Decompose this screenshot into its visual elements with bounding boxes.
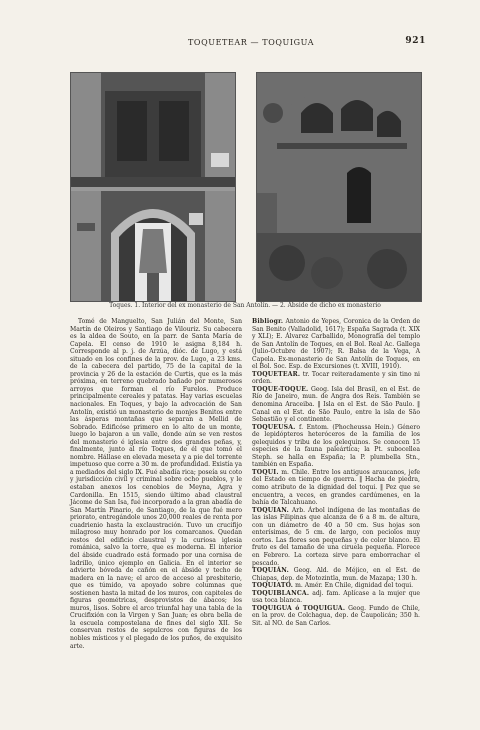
entry-text: Antonio de Yepes, Coronica de la Orden de San Benito (Valladolid, 1617); España Sagrada (t. XIX y XLI); E. Álvarez Carballido, Monografía del templo de San Antolín de Toques, en el Bol. Real Ac. Gallega (Julio-Octubre de 1907); R. Balsa de la Vega, A Capela. Ex-monasterio de San Antolín de Toques, en el Bol. Soc. Esp. de Excursiones (t. XVIII, 1910). [252, 318, 421, 371]
page-number: 921 [405, 36, 426, 46]
entry-text: Arb. Árbol indígena de las montañas de las islas Filipinas que alcanza de 6 a 8 m. de altura, con un diámetro de 40 a 50 cm. Sus hojas son enterísimas, de 5 cm. de largo, con peciolos muy cortos. Las flores son pequeñas y de color blanco. El fruto es del tamaño de una ciruela pequeña. Florece en Febrero. La corteza sirve para emborrachar el pescado. [252, 506, 420, 567]
entry-headword: TOQUE-TOQUE. [252, 385, 309, 393]
entry-headword: TOQUIATO. [252, 582, 294, 590]
dictionary-entry [252, 582, 420, 590]
toques-article-text: Tomé de Manguelto, San Julián del Monte, San Martín de Oleiros y Santiago de Vilouriz. Su cabecera es la aldea de Souto, en la parr. de Santa María de Capela. El censo de 1910 le asigna 8,184 h. Corresponde al p. j. de Arzúa, dióc. de Lugo, y está situado en los confines de la prov. de Lugo, a 23 kms. de la cabecera del partido, 75 de la capital de la provincia y 26 de la estación de Curtis, que es la más próxima, en terreno quebrado bañado por numerosos arroyos que forman el río Furelos. Produce principalmente cereales y patatas. Hay varias escuelas nacionales. En Toques, y bajo la advocación de San Antolín, existió un monasterio de monjes Benitos entre las ásperas montañas que separan a Mellid de Sobrado. Edificóse primero en lo alto de un monte, luego lo bajaron a un valle, donde aún se ven restos del monasterio é iglesia entre dos grandes peñas, y, finalmente, junto al río Toques, de él que tomó el nombre. Hállase en elevada meseta y a pie del torrente impetuoso que corre a 30 m. de profundidad. Existía ya a mediados del siglo IX. Fué abadía rica; poseía su coto y jurisdicción civil y criminal sobre ocho pueblos, y le estaban anexos los cenobios de Meyna, Agra y Cardonilla. En 1515, siendo último abad claustral Jácome de San Isa, fué incorporado a la gran abadía de San Martín Pinario, de Santiago, de la que fué mero priorato, entregándole unos 20,000 reales de renta por cuadrienio hasta la exclaustración. Tuvo un crucifijo milagroso muy honrado por los comarcanos. Quedan restos del edificio claustral y la curiosa iglesia románica, salvo la torre, que es moderna. El interior del ábside cuadrado está formado por una cornisa de ladrillo, único ejemplo en Galicia. En el interior se advierte bóveda de cañón en el ábside y techo de madera en la nave; el arco de acceso al presbiterio, que es túmido, va apoyado sobre columnas que sostienen hasta la mitad de los muros, con capiteles de figuras geométricas, desprovistos de ábacos; los muros, lisos. Sobre el arco triunfal hay una tabla de la Crucifixión con la Virgen y San Juan; es obra bella de la escuela compostelana de fines del siglo XII. Se conservan restos de sepulcros con figuras de los nobles místicos y el plegado de los puños, de exquisito arte. [70, 318, 242, 650]
entry-text: adj. fam. Aplícase a la mujer que usa toca blanca. [252, 589, 421, 605]
entry-headword: TOQUIÁN. [252, 567, 289, 575]
entry-text: m. Amér. En Chile, dignidad del toqui. [295, 582, 414, 590]
entry-headword: TOQUETEAR. [252, 370, 301, 378]
dictionary-entry [252, 605, 420, 628]
entry-text: Geog. Fundo de Chile, en la prov. de Colchagua, dep. de Caupolicán; 350 h. Sit. al NO. de San Carlos. [252, 604, 420, 627]
entry-text: Geog. Isla del Brasil, en el Est. de Río de Janeiro, mun. de Angra dos Reis. También se denomina Araceiba. ‖ Isla en el Est. de São Paulo. ‖ Canal en el Est. de São Paulo, entre la isla de São Sebastião y el continente. [252, 385, 421, 424]
right-column [252, 318, 420, 627]
entry-text: tr. Tocar reiteradamente y sin tino ni orden. [252, 370, 421, 386]
monastery-interior-image [71, 73, 235, 301]
running-head [70, 36, 426, 50]
dictionary-entry [252, 590, 420, 605]
figure-caption: Toques. 1. Interior del ex monasterio de San Antolín. — 2. Ábside de dicho ex monasterio [109, 302, 381, 309]
photo-monastery-apse [256, 72, 422, 302]
dictionary-entry [252, 469, 420, 507]
dictionary-entry [252, 318, 420, 371]
dictionary-entry [252, 371, 420, 386]
monastery-apse-image [257, 73, 421, 301]
entry-text: m. Chile. Entre los antiguos araucanos, jefe del Estado en tiempo de guerra. ‖ Hacha de piedra, como atributo de la dignidad del toqui. ‖ Pez que se encuentra, a veces, en grandes cardúmenes, en la bahía de Talcahuano. [252, 468, 420, 507]
entry-headword: TOQUI. [252, 468, 279, 476]
entry-text: f. Entom. (Phocheussa Hein.) Género de lepidópteros heteróceros de la familia de los gelequidos y tribu de los gelequinos. Se conocen 15 especies de la fauna paleártica; la Pt. subocellea Steph. se halla en España; la P. plumbella Stn., también en España. [252, 423, 420, 469]
dictionary-entry [252, 507, 420, 567]
entry-text: Geog. Ald. de Méjico, en el Est. de Chiapas, dep. de Motozintla, mun. de Mazapa; 130 h. [252, 567, 420, 582]
dictionary-entry [252, 567, 420, 582]
entry-headword: TOQUIGUA ó TOQUIGUA. [252, 604, 346, 612]
photo-monastery-interior [70, 72, 236, 302]
running-head-title: TOQUETEAR — TOQUIGUA [188, 38, 315, 47]
dictionary-entry [252, 386, 420, 424]
entry-headword: Bibliogr. [252, 318, 284, 325]
dictionary-entry [252, 424, 420, 469]
entry-headword: TOQUIBLANCA. [252, 589, 310, 597]
left-column [70, 318, 242, 650]
entry-headword: TOQUIAN. [252, 506, 289, 514]
entry-headword: TOQUEUSA. [252, 423, 296, 431]
